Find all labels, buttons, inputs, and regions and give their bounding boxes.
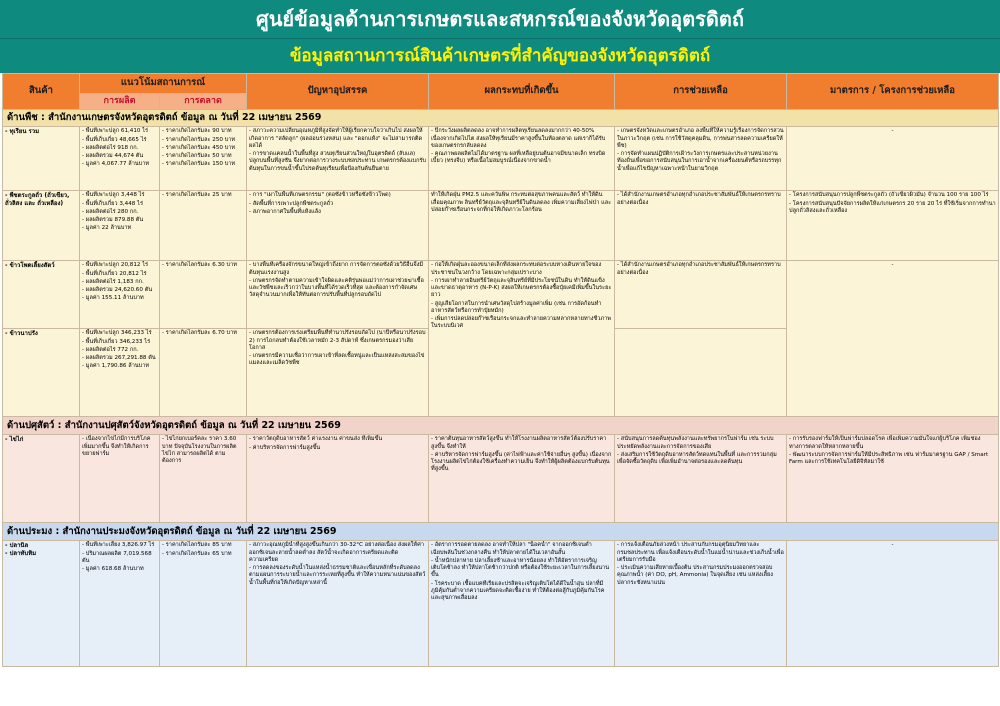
list-item: - พื้นที่เพาะเลี้ยง 3,826.97 ไร่ — [82, 542, 155, 549]
impacts-list — [431, 436, 612, 473]
situation-table — [2, 73, 999, 667]
list-item: - ราคาเกิดไลกรัมละ 25 บาท — [162, 192, 232, 199]
list-item: - ราคาเกิดไลกรัมละ 250 บาท — [162, 136, 236, 143]
list-item: - สูญเสียโอกาสในการนำเศษวัสดุไปสร้างมูลค่าเพิ่ม (เช่น การอัดก้อนทำอาหารสัตว์หรือการทำปุ๋ยหมัก) — [431, 300, 602, 314]
list-item: - ผลผลิตรวม 267,291.88 ตัน — [82, 355, 156, 362]
table-row — [3, 261, 999, 329]
list-item: - โครงการสนับสนุนปัจจัยการผลิตให้แก่เกษตรกร 20 ราย 20 ไร่ ที่ใช้เริ่มจากการทำนาปลูกถั่วลิสงและถั่วเหลือง — [789, 200, 996, 214]
production-list — [82, 436, 157, 458]
list-item: - พัฒนาระบบการจัดการฟาร์มให้มีประสิทธิภาพ เช่น ฟาร์มมาตรฐาน GAP / Smart Farm และการใช้เทคโนโลยีดิจิทัลมาใช้ — [789, 451, 989, 466]
list-item: - มูลค่า 1,790.86 ล้านบาท — [82, 363, 150, 370]
page-subtitle: ข้อมูลสถานการณ์สินค้าเกษตรที่สำคัญของจังหวัดอุตรดิตถ์ — [0, 38, 1000, 73]
list-item: - เนื่องจากไข่ไก่มีการบริโภคเพิ่มมากขึ้น จึงทำให้เกิดการขยายฟาร์ม — [82, 436, 151, 457]
list-item: - ค่าบริหารจัดการฟาร์มสูงขึ้น — [249, 444, 321, 451]
impacts-list — [431, 542, 612, 602]
list-item: - โรคระบาด เชื้อแบคทีเรียและปรสิตจะเจริญเติบโตได้ดีในน้ำอุ่น ปลาที่มีภูมิคุ้มกันต่ำจากความเครียดจะติดเชื้อง่าย ทำให้ต้องต่อสู้กับภูมิคุ้มกันโรคและสุขภาพเสื่อมลง — [431, 580, 605, 602]
list-item: - เกษตรจังหวัดและเกษตรอำเภอ ลงพื้นที่ให้ความรู้เรื่องการจัดการสวนในภาวะวิกฤต (เช่น การใช้วัสดุคลุมดิน, การพ่นสารลดความเครียดให้พืช) — [617, 128, 784, 149]
problems-list — [249, 436, 426, 452]
product-name: - ทุเรียน รวม — [3, 127, 80, 191]
list-item: - สภาวะอุณหภูมิน้ำที่สูงสูงขึ้นเกินกว่า 30-32°C อย่างต่อเนื่อง ส่งผลให้ค่าออกซิเจนละลายน้ำลดต่ำลง สัตว์น้ำจะเกิดอาการเครียดและติดความเครียด — [249, 542, 424, 563]
list-item: - ราคาเกิดไลกรัมละ 150 บาท — [162, 161, 236, 168]
list-item: - พื้นที่เก็บเกี่ยว 48,665 ไร่ — [82, 136, 147, 143]
production-list — [82, 128, 157, 168]
problems-list — [249, 128, 426, 173]
list-item: - สนับสนุนการลดต้นทุนพลังงานและทรัพยากรในฟาร์ม เช่น ระบบประหยัดพลังงานและการจัดการของเสีย — [617, 436, 774, 450]
list-item: - ผลผลิตรวม 44,674 ตัน — [82, 153, 144, 160]
measures-list — [789, 128, 996, 135]
list-item: - พื้นที่เพาะปลูก 20,812 ไร่ — [82, 262, 149, 269]
list-item: - การรับรองฟาร์มให้เป็นฟาร์มปลอดโรค เพื่อเพิ่มความมั่นใจแก่ผู้บริโภค เพิ่มช่องทางการตลาดให้หลากหลายขึ้น — [789, 436, 981, 450]
list-item: - ได้สำนักงานเกษตรอำเภอทุกอำเภอประชาสัมพันธ์ให้เกษตรกรทราบอย่างต่อเนื่อง — [617, 192, 781, 206]
list-item: - การเผาทำลายอินทรีย์วัตถุและจุลินทรีย์ที่มีประโยชน์ในดิน ทำให้ดินแข็งและขาดธาตุอาหาร (N-P-K) ส่งผลให้เกษตรกรต้องซื้อปุ๋ยเคมีเพิ่มขึ้นในระยะยาว — [431, 277, 612, 299]
assistance-list — [617, 262, 784, 277]
list-item: - ปริมาณผลผลิต 7,019.568 ตัน — [82, 550, 152, 564]
list-item: - มูลค่า 4,067.77 ล้านบาท — [82, 161, 150, 168]
market-list — [162, 542, 244, 558]
problems-list — [249, 542, 426, 587]
header-problems: ปัญหาอุปสรรค — [247, 74, 429, 110]
list-item: - พื้นที่เก็บเกี่ยว 20,812 ไร่ — [82, 270, 147, 277]
list-item: - ราคาเกิดไลกรัมละ 50 บาท — [162, 153, 232, 160]
list-item: - ค่าบริหารจัดการฟาร์มสูงขึ้น (ค่าไฟฟ้าและค่าใช้จ่ายอื่นๆ สูงขึ้น) เนื่องจากโรงงานผลิตไข่ไก่ต้องใช้เครื่องทำความเย็น จึงทำให้ผู้ผลิตต้องแบกรับต้นทุนที่สูงขึ้น — [431, 451, 612, 473]
list-item: - การขาดแคลนน้ำในพื้นที่สูง สวนทุเรียนส่วนใหญ่ในอุตรดิตถ์ (ลับแล) ปลูกบนพื้นที่สูงชัน จึงยากต่อการวางระบบชลประทาน เกษตรกรต้องแบกรับต้นทุนในการขนน้ำขึ้นไปรดต้นทุเรียนเพื่อป้องกันต้นยืนตาย — [249, 151, 427, 172]
measures-list — [789, 192, 996, 215]
list-item: ทำให้เกิดฝุ่น PM2.5 และควันพิษ กระทบต่อสุขภาพคนและสัตว์ ทำให้ดินเสื่อมคุณภาพ ลินทรีย์วัตถุและจุลินทรีย์ในดินลดลง เพิ่มความเสี่ยงไฟป่า และปล่อยก๊าซเรือนกระจกที่ก่อให้เกิดภาวะโลกร้อน — [431, 192, 612, 213]
list-item: - — [891, 128, 894, 135]
market-list — [162, 128, 244, 168]
list-item: - พื้นที่เพาะปลูก 346,233 ไร่ — [82, 330, 152, 337]
list-item: - มูลค่า 618.68 ล้านบาท — [82, 566, 144, 573]
production-list — [82, 330, 157, 370]
market-list — [162, 262, 244, 269]
product-name: - ข้าวนาปรัง — [3, 329, 80, 417]
assistance-list — [617, 128, 784, 173]
header-assistance: การช่วยเหลือ — [615, 74, 787, 110]
list-item: - ปีกระวังผลผลิตลดลง อาจทำการผลิตทุเรียนลดลงมากกว่า 40-50% เนื่องจากเกิดไปไต ส่งผลให้ทุเรียนมีราคาสูงขึ้นในท้องตลาด แต่เราก็ได้รับของเกษตรกรกลับลดลง — [431, 128, 606, 149]
list-item: - ราคาเกิดไลกรัมละ 450 บาท — [162, 144, 236, 151]
impacts-list — [431, 192, 612, 214]
list-item: - ผลผลิตรวม 879.88 ตัน — [82, 217, 144, 224]
table-row — [3, 541, 999, 667]
impacts-list — [431, 262, 612, 330]
problems-list — [249, 262, 426, 299]
list-item: - โครงการสนับสนุนการปลูกพืชตระกูลถั่ว (ถั่วเขียวผิวมัน) จำนวน 100 ราย 100 ไร่ — [789, 192, 989, 199]
production-list — [82, 192, 157, 232]
header-impacts: ผลกระทบที่เกิดขึ้น — [429, 74, 615, 110]
list-item: - การแจ้งเตือนภัยล่วงหน้า ประสานกับกรมอุตุนิยมวิทยาและกรมชลประทาน เพื่อแจ้งเตือนระดับน้ำในแม่น้ำน่านและช่วงเก็บน้ำเพื่อเตรียมการรับมือ — [617, 542, 784, 563]
problems-list — [249, 330, 426, 367]
list-item: - พื้นที่เพาะปลูก 3,448 ไร่ — [82, 192, 145, 199]
assistance-list — [617, 436, 784, 466]
list-item: - ราคาเกิดไลกรัมละ 65 บาท — [162, 550, 232, 557]
list-item: - ได้สำนักงานเกษตรอำเภอทุกอำเภอประชาสัมพันธ์ให้เกษตรกรทราบอย่างต่อเนื่อง — [617, 262, 781, 276]
assistance-list — [617, 192, 784, 207]
production-list — [82, 262, 157, 302]
list-item: - เกษตรกรต้องการเร่งเตรียมพื้นที่ทำนาปรังรอบถัดไป (นาปีหรือนาปรังรอบ 2) การไถกลบทำต้องใช้เวลาหมัก 2-3 สัปดาห์ ซึ่งเกษตรกรมองว่าเสียโอกาส — [249, 330, 426, 351]
list-item: - ราคาวัตถุดิบอาหารสัตว์ ค่าแรงงาน ค่าขนส่ง ที่เพิ่มขึ้น — [249, 436, 383, 443]
product-name: - ไข่ไก่ — [3, 435, 80, 523]
list-item: - ราคาต้นทุนอาหารสัตว์สูงขึ้น ทำให้โรงงานผลิตอาหารสัตว์ต้องปรับราคาสูงขึ้น จึงทำให้ — [431, 436, 607, 450]
measures-list — [789, 262, 996, 269]
list-item: - เพิ่มการปลดปล่อยก๊าซเรือนกระจกและทำลายความหลากหลายทางชีวภาพในระบบนิเวศ — [431, 316, 611, 330]
list-item: - ราคาเกิดไลกรัมละ 90 บาท — [162, 128, 232, 135]
product-name: - ปลานิล - ปลาทับทิม — [3, 541, 80, 667]
list-item: - มูลค่า 155.11 ล้านบาท — [82, 295, 144, 302]
list-item: - สภาวะความเปลี่ยนอุณหภูมิที่สูงจัดทำให้ผู้เรียกคาบใจว่าเกินไป ส่งผลให้เกิดอาการ "สลัดลูก" (ผลอ่อนร่วงหล่น) และ "ดอกแห้ง" จะไม่สามารถติดผลได้ — [249, 128, 423, 149]
table-row — [3, 127, 999, 191]
list-item: - พื้นที่เก็บเกี่ยว 3,448 ไร่ — [82, 200, 143, 207]
section-fishery: ด้านประมง : สำนักงานประมงจังหวัดอุตรดิตถ์ ข้อมูล ณ วันที่ 22 เมษายน 2569 — [3, 523, 999, 541]
impacts-list — [431, 128, 612, 165]
list-item: - การลดลงของระดับน้ำในแหล่งน้ำธรรมชาติและเขื่อนหลักที่ระดับลดลงตามแผนการระบายน้ำและการระเหยที่สูงขึ้น ทำให้ความหนาแน่นของสัตว์น้ำในพื้นที่ก่อให้เกิดปัญหาเหล่านี้ — [249, 565, 426, 586]
list-item: - พื้นที่เก็บเกี่ยว 346,233 ไร่ — [82, 338, 151, 345]
list-item: - ราคาเกิดไลกรัมละ 6.30 บาท — [162, 262, 237, 269]
header-trend: แนวโน้มสถานการณ์ — [80, 74, 247, 94]
problems-list — [249, 192, 426, 216]
header-product: สินค้า — [3, 74, 80, 110]
list-item: - — [891, 262, 894, 269]
product-name: - พืชตระกูลถั่ว (ถั่วเขียว, ถั่วลิสง และ ถั่วเหลือง) — [3, 191, 80, 261]
list-item: - การ "เผาในพื้นที่เกษตรกรรม" (ตอซังข้าวหรือซังข้าวโพด) — [249, 192, 391, 199]
table-row — [3, 191, 999, 261]
list-item: - ผลผลิตต่อไร่ 918 กก. — [82, 144, 139, 151]
header-production: การผลิต — [80, 94, 160, 110]
product-name: - ข้าวโพดเลี้ยงสัตว์ — [3, 261, 80, 329]
list-item: - ประเมินความเสียหายเบื้องต้น ประสานกรมประมงออกตรวจสอบคุณภาพน้ำ (ค่า DO, pH, Ammonia) ในจุดเสี่ยง เช่น แหล่งเลี้ยงปลากระชังหนาแน่น — [617, 565, 773, 586]
list-item: - คุณภาพผลผลิตไม่ได้มาตรฐาน ผลที่เหลือยู่บนต้นอาจมีขนาดเล็ก ทรงบิดเบี้ยว (ทรงจีบ) หรือเนื้อไม่สมบูรณ์เนื่องจากขาดน้ำ — [431, 151, 606, 165]
list-item: - พื้นที่เพาะปลูก 61,410 ไร่ — [82, 128, 149, 135]
list-item: - ส่งเสริมการใช้วัตถุดิบอาหารสัตว์ทดแทนในพื้นที่ และการรวมกลุ่มเพื่อจัดซื้อวัตถุดิบ เพื่อเพิ่มอำนาจต่อรองและลดต้นทุน — [617, 451, 777, 466]
list-item: - ไข่ไก่ยกเบอร์คละ ราคา 3.60 บาท ปัจจุบันโรงงานในการผลิต ไข่ไก่ สามารถผลิตได้ ตามต้องการ — [162, 436, 237, 465]
measures-list — [789, 542, 996, 549]
header-measures: มาตรการ / โครงการช่วยเหลือ — [787, 74, 999, 110]
measures-list — [789, 436, 996, 466]
assistance-list — [617, 542, 784, 587]
list-item: - เกษตรกรจัดทำตามความเข้าใจผิดและคติรุ่นพ่อแม่ว่าการเผาช่วยฆ่าเชื้อและวัชพืชและเร็วกว่าในบางพื้นที่ได้รวดเร็วที่สุด และต้องการกำจัดเศษวัสดุจำนวนมากเพื่อให้ทันต่อการปรับพื้นที่ปลูกรอบถัดไป — [249, 277, 424, 299]
list-item: - ผลผลิตต่อไร่ 772 กก. — [82, 346, 139, 353]
list-item: - ราคาเกิดไลกรัมละ 85 บาท — [162, 542, 232, 549]
section-livestock: ด้านปศุสัตว์ : สำนักงานปศุสัตว์จังหวัดอุตรดิตถ์ ข้อมูล ณ วันที่ 22 เมษายน 2569 — [3, 417, 999, 435]
header-market: การตลาด — [160, 94, 247, 110]
market-list — [162, 192, 244, 199]
list-item: - น้ำหนักปลาหาย ปลาเลี้ยงช้าและอาหารน้อยลง ทำให้อัตราการเจริญเติบโตช้าลง ทำให้ปลาโตช้ากว่าปกติ หรือต้องใช้ระยะเวลาในการเลี้ยงนานขึ้น — [431, 557, 610, 579]
section-plants: ด้านพืช : สำนักงานเกษตรจังหวัดอุตรดิตถ์ ข้อมูล ณ วันที่ 22 เมษายน 2569 — [3, 110, 999, 127]
list-item: - ผลผลิตต่อไร่ 1,183 กก. — [82, 278, 144, 285]
list-item: - สัดพื้นที่การเพาะปลูกพืชตระกูลถั่ว — [249, 200, 334, 207]
list-item: - สภาพอากาศในพื้นที่แห้งแล้ง — [249, 208, 321, 215]
list-item: - อัตราการรอดตายลดลง อาจทำให้ปลา "น็อคน้ำ" จากออกซิเจนต่ำ เฉียบพลันในช่วงกลางคืน ทำให้ปลาตายได้ในเวลาอันสั้น — [431, 542, 592, 556]
list-item: - ก่อให้เกิดฝุ่นละอองขนาดเล็กที่ส่งผลกระทบต่อระบบทางเดินหายใจของประชาชนในวงกว้าง โดยเฉพาะกลุ่มเปราะบาง — [431, 262, 602, 276]
list-item: - ราคาเกิดไลกรัมละ 6.70 บาท — [162, 330, 237, 337]
list-item: - บางพื้นที่เครื่องจักรขนาดใหญ่เข้าถึงยาก การจัดการตอซังด้วยวิธีอื่นจึงมีต้นทุนแรงงานสูง — [249, 262, 424, 276]
list-item: - ผลผลิตต่อไร่ 280 กก. — [82, 208, 139, 215]
page-title: ศูนย์ข้อมูลด้านการเกษตรและสหกรณ์ของจังหวัดอุตรดิตถ์ — [0, 0, 1000, 38]
list-item: - เกษตรกรมีความเชื่อว่าการเผาเข้าที่ลดเชื้อหนู่และเป็นแหล่งสะสมของไข่แมลงและเมล็ดวัชพืช — [249, 353, 425, 367]
market-list — [162, 330, 244, 337]
market-list — [162, 436, 244, 465]
list-item: - การจัดทำแผนปฏิบัติการเฝ้าระวังการเกษตรและประสานหน่วยงานท้องถิ่นเพื่อขอการสนับสนุนในการเอาน้ำจากเครื่องยนต์หรือรถบรรทุกน้ำเพื่อแก้ไขปัญหาเฉพาะหน้าในยามวิกฤต — [617, 151, 782, 172]
list-item: - มูลค่า 22 ล้านบาท — [82, 225, 132, 232]
list-item: - — [891, 542, 894, 549]
production-list — [82, 542, 157, 573]
table-row — [3, 435, 999, 523]
list-item: - ผลผลิตรวม 24,620.60 ตัน — [82, 287, 153, 294]
